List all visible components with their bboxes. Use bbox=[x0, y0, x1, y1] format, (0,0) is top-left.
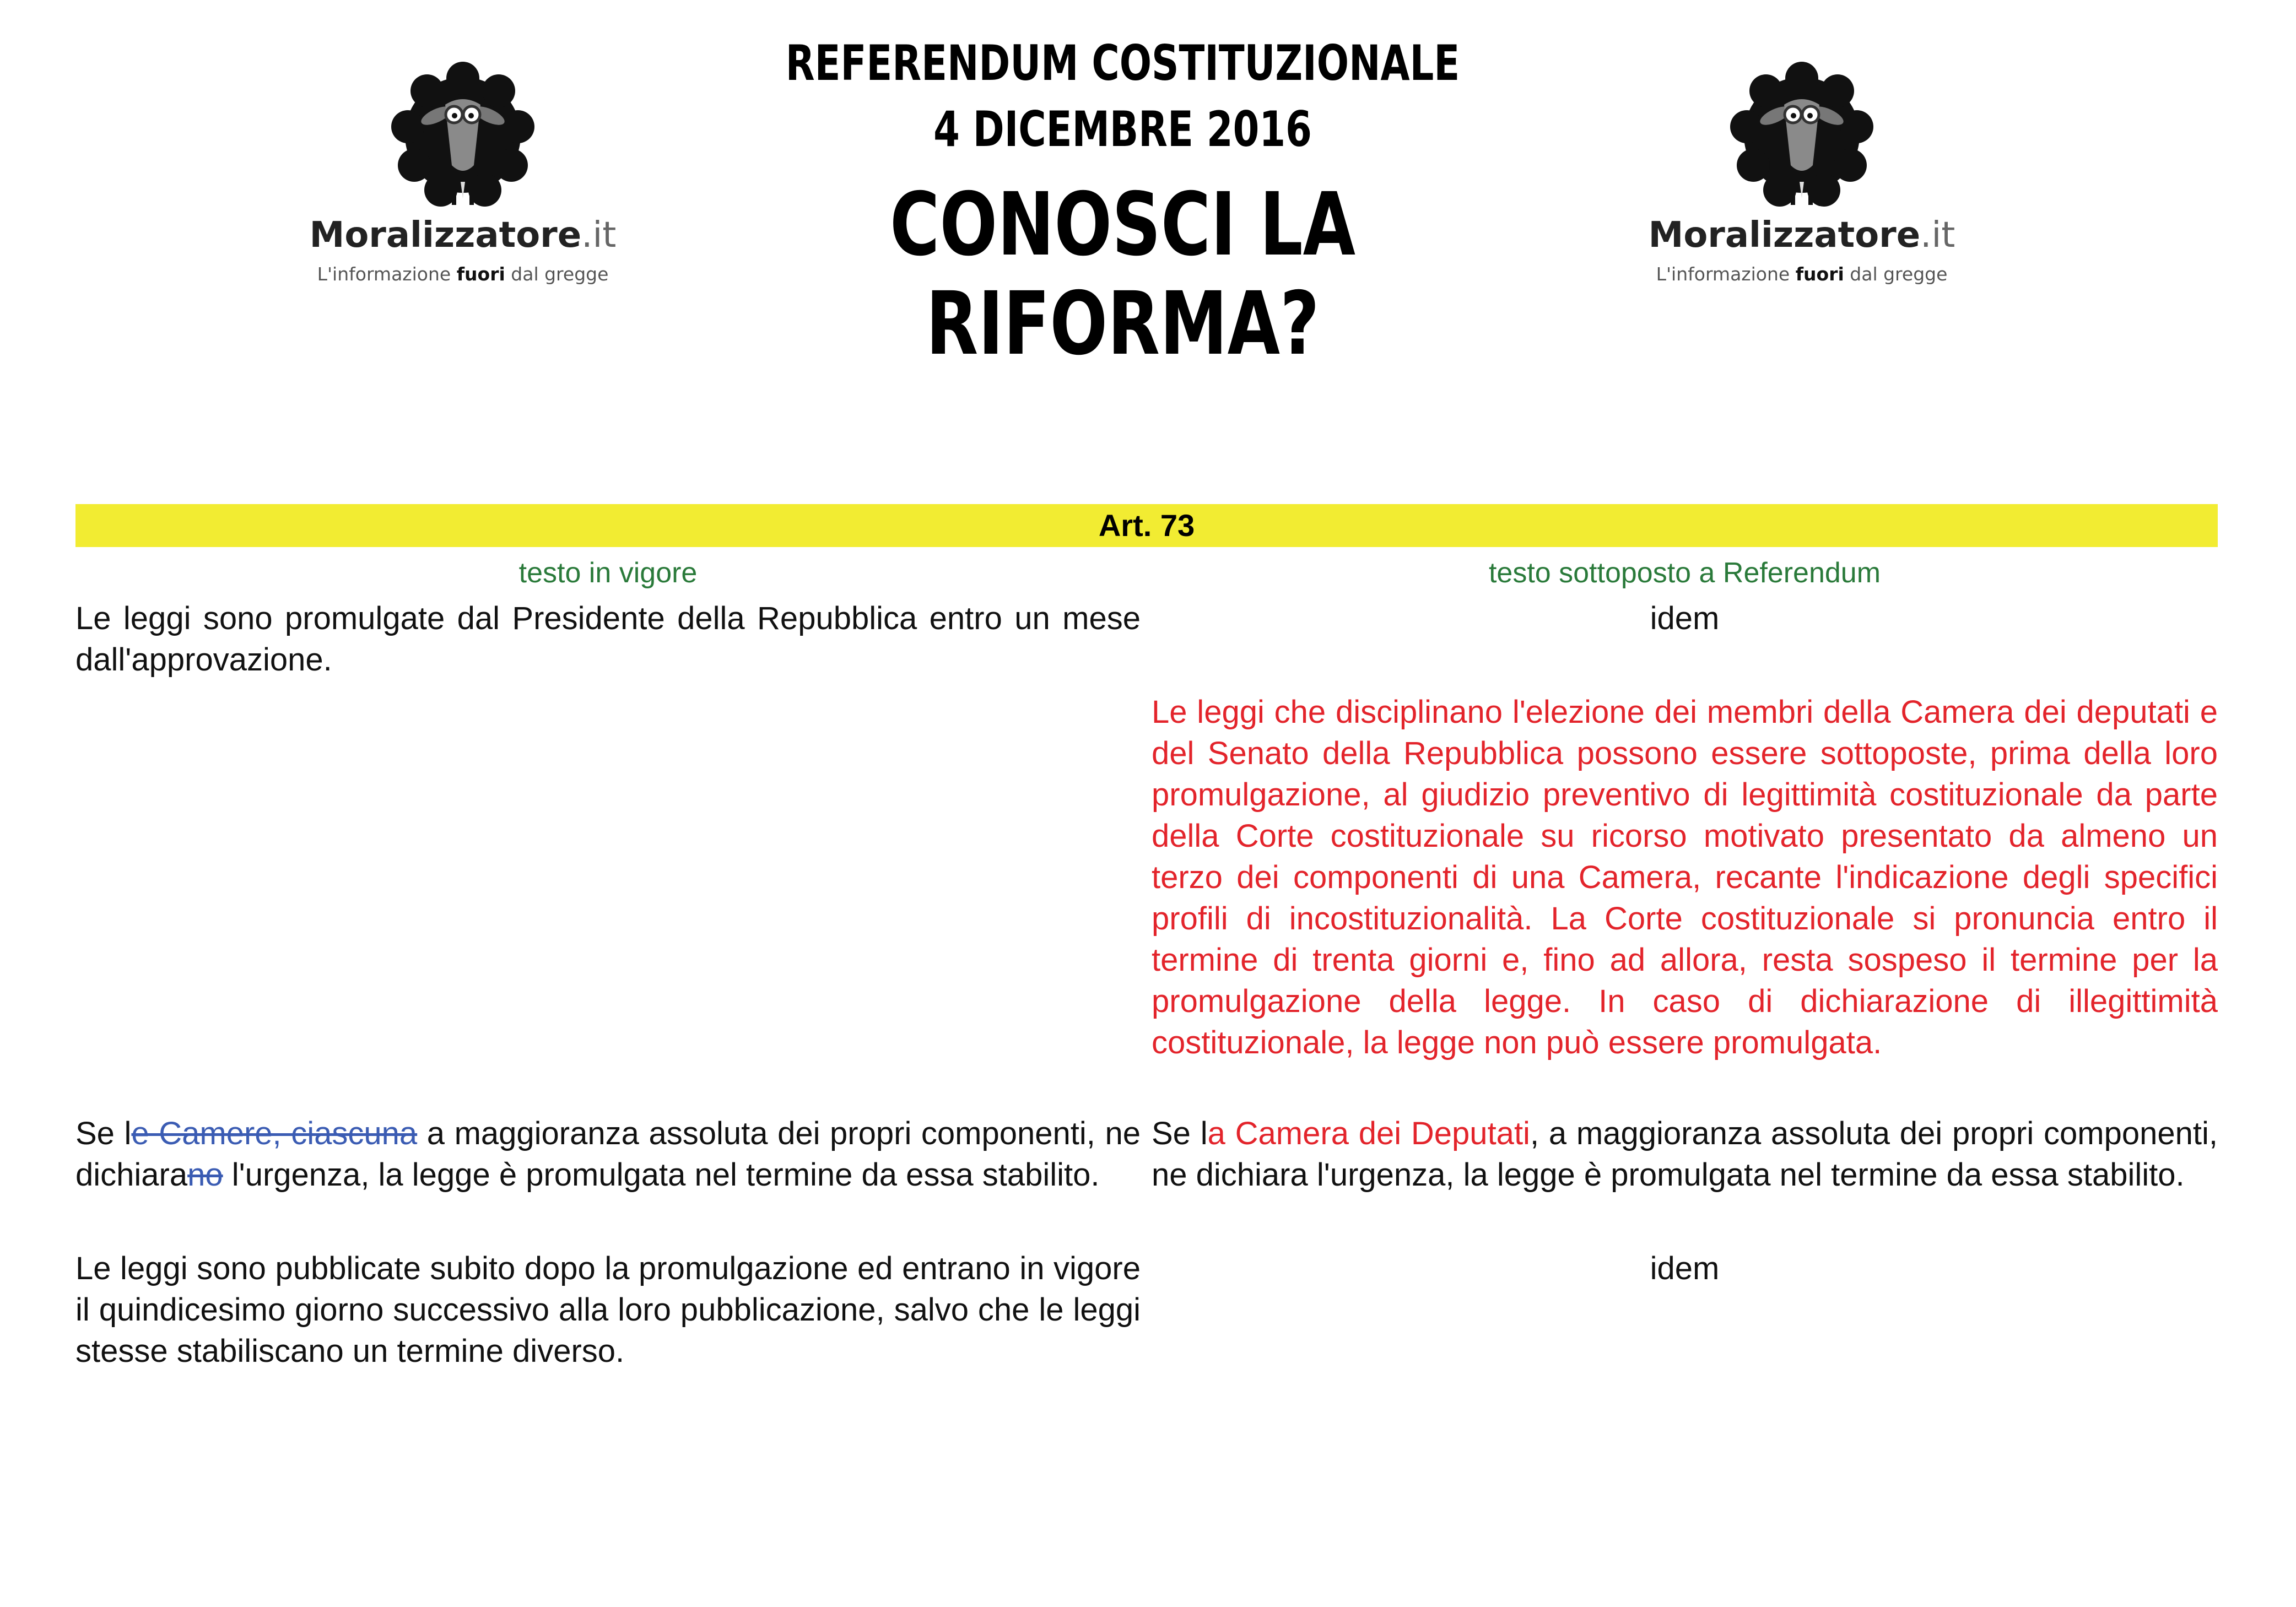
row4-referendum-text: idem bbox=[1650, 1251, 1720, 1286]
logo-left bbox=[309, 61, 617, 292]
logo-brand: Moralizzatore.it bbox=[1648, 215, 1955, 256]
sheep-with-glasses-icon bbox=[1725, 61, 1879, 215]
article-title-bar: Art. 73 bbox=[75, 504, 2218, 547]
row3-current-text: Se le Camere, ciascuna a maggioranza assoluta dei propri componenti, ne dichiarano l'urgenza, la legge è promulgata nel termine da essa stabilito. bbox=[75, 1116, 1141, 1193]
row1-current-text: Le leggi sono promulgate dal Presidente della Repubblica entro un mese dall'approvazione. bbox=[75, 600, 1141, 678]
deleted-text: no bbox=[187, 1157, 223, 1193]
header-main-title: CONOSCI LA RIFORMA? bbox=[889, 174, 1355, 375]
column-heading-current-text: testo in vigore bbox=[518, 557, 698, 589]
logo-tagline: L'informazione fuori dal gregge bbox=[317, 263, 609, 285]
row3-referendum-text: Se la Camera dei Deputati, a maggioranza assoluta dei propri componenti, ne dichiara l'urgenza, la legge è promulgata nel termine da essa stabilito. bbox=[1152, 1116, 2218, 1193]
logo-brand: Moralizzatore.it bbox=[309, 215, 617, 256]
logo-right bbox=[1647, 61, 1956, 292]
header-date: 4 DICEMBRE 2016 bbox=[933, 101, 1312, 158]
header-referendum-title: REFERENDUM COSTITUZIONALE bbox=[785, 35, 1460, 91]
row2-referendum-new-text: Le leggi che disciplinano l'elezione dei membri della Camera dei deputati e del Senato della Repubblica possono essere sottoposte, prima della loro promulgazione, al giudizio preventivo di legittimità costituzionale da parte della Corte costituzionale su ricorso motivato presentato da almeno un terzo dei componenti di una Camera, recante l'indicazione degli specifici profili di incostituzionalità. La Corte costituzionale si pronuncia entro il termine di trenta giorni e, fino ad allora, resta sospeso il termine per la promulgazione della legge. In caso di dichiarazione di illegittimità costituzionale, la legge non può essere promulgata. bbox=[1152, 694, 2218, 1060]
row4-current-text: Le leggi sono pubblicate subito dopo la promulgazione ed entrano in vigore il quindicesimo giorno successivo alla loro pubblicazione, salvo che le leggi stesse stabiliscano un termine diverso. bbox=[75, 1251, 1141, 1369]
deleted-text: e Camere, ciascuna bbox=[131, 1116, 418, 1151]
added-text: a Camera dei Deputati bbox=[1207, 1116, 1530, 1151]
row1-referendum-text: idem bbox=[1650, 600, 1720, 636]
column-heading-referendum-text: testo sottoposto a Referendum bbox=[1488, 557, 1881, 589]
sheep-with-glasses-icon bbox=[386, 61, 540, 215]
logo-tagline: L'informazione fuori dal gregge bbox=[1656, 263, 1948, 285]
